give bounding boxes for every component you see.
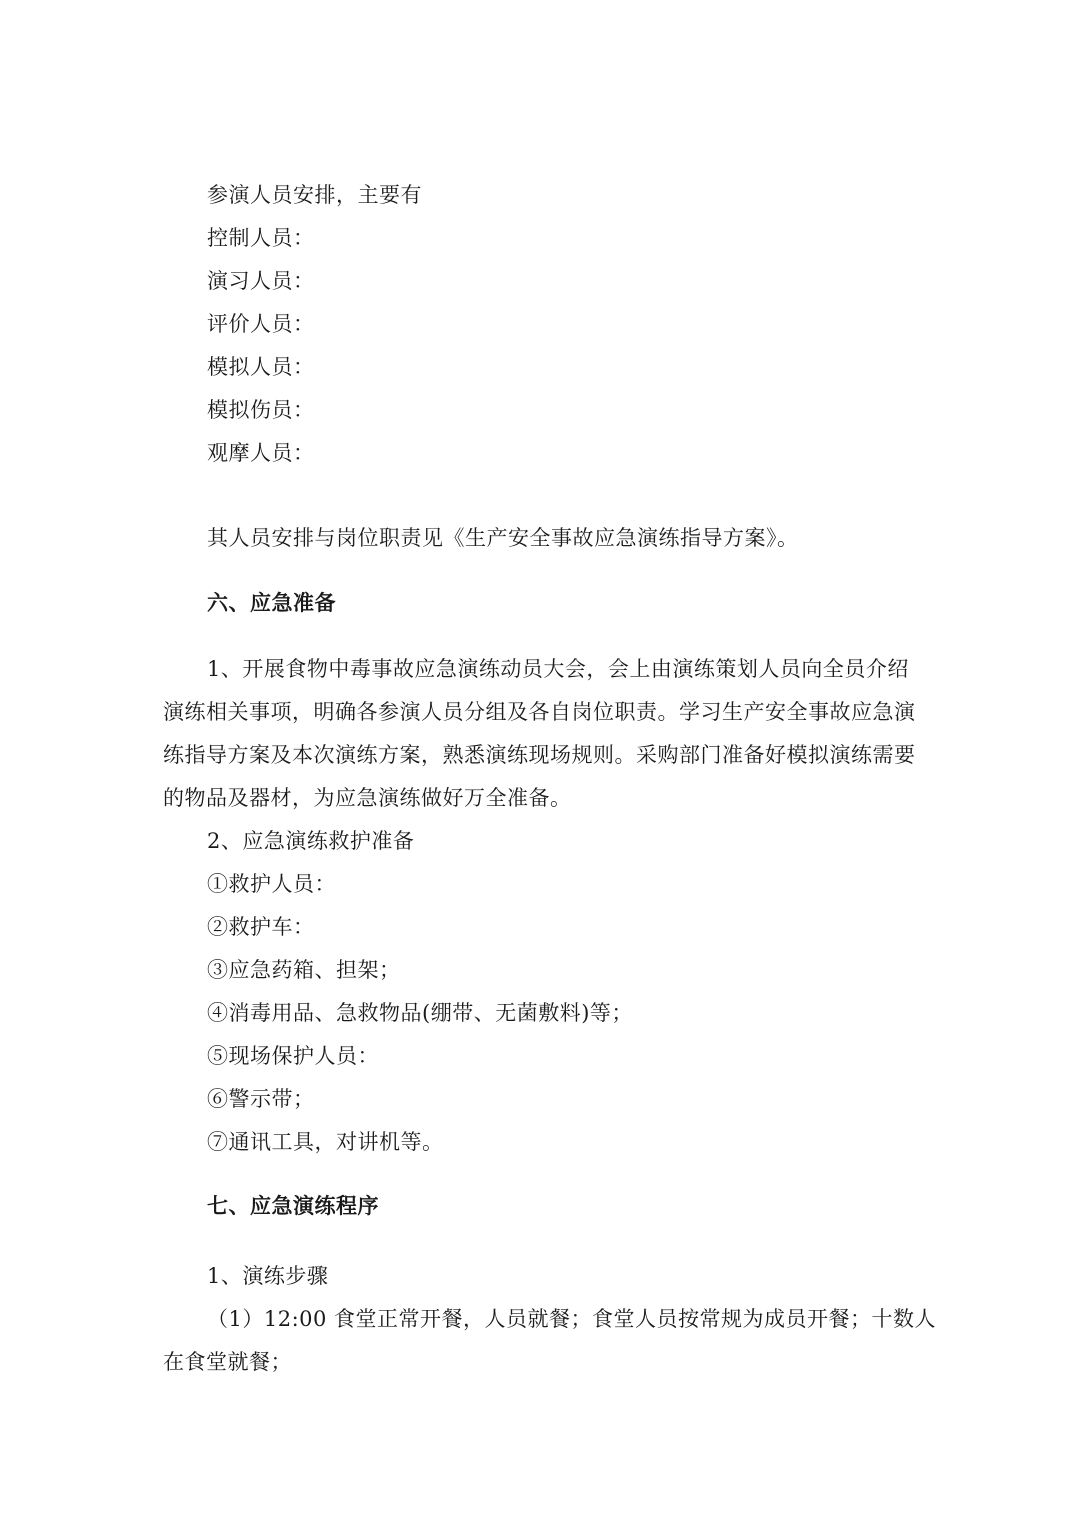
section7-heading: 七、应急演练程序 (207, 1193, 379, 1218)
role-drill: 演习人员： (207, 269, 315, 293)
section6-heading: 六、应急准备 (207, 590, 336, 615)
personnel-note: 其人员安排与岗位职责见《生产安全事故应急演练指导方案》。 (207, 526, 799, 550)
role-simulation: 模拟人员： (207, 355, 315, 379)
role-observer: 观摩人员： (207, 441, 315, 465)
rescue-item-6: ⑥警示带； (207, 1087, 315, 1111)
section6-para1-line1: 1、开展食物中毒事故应急演练动员大会，会上由演练策划人员向全员介绍 (207, 657, 909, 681)
section6-para1-line2: 演练相关事项，明确各参演人员分组及各自岗位职责。学习生产安全事故应急演 (163, 700, 916, 724)
role-control: 控制人员： (207, 226, 315, 250)
rescue-item-3: ③应急药箱、担架； (207, 958, 401, 982)
rescue-item-2: ②救护车： (207, 915, 315, 939)
section6-para1-line3: 练指导方案及本次演练方案，熟悉演练现场规则。采购部门准备好模拟演练需要 (163, 743, 916, 767)
personnel-intro: 参演人员安排，主要有 (207, 183, 422, 207)
rescue-item-5: ⑤现场保护人员： (207, 1044, 379, 1068)
section7-step-title: 1、演练步骤 (207, 1264, 329, 1288)
rescue-item-7: ⑦通讯工具，对讲机等。 (207, 1130, 444, 1154)
section6-para1-line4: 的物品及器材，为应急演练做好万全准备。 (163, 786, 572, 810)
rescue-item-4: ④消毒用品、急救物品(绷带、无菌敷料)等； (207, 1001, 633, 1025)
role-simulated-injured: 模拟伤员： (207, 398, 315, 422)
section7-step1-line2: 在食堂就餐； (163, 1350, 292, 1374)
role-evaluation: 评价人员： (207, 312, 315, 336)
section7-step1-line1: （1）12:00 食堂正常开餐，人员就餐；食堂人员按常规为成员开餐；十数人 (207, 1307, 937, 1331)
rescue-item-1: ①救护人员： (207, 872, 336, 896)
section6-item2: 2、应急演练救护准备 (207, 829, 415, 853)
